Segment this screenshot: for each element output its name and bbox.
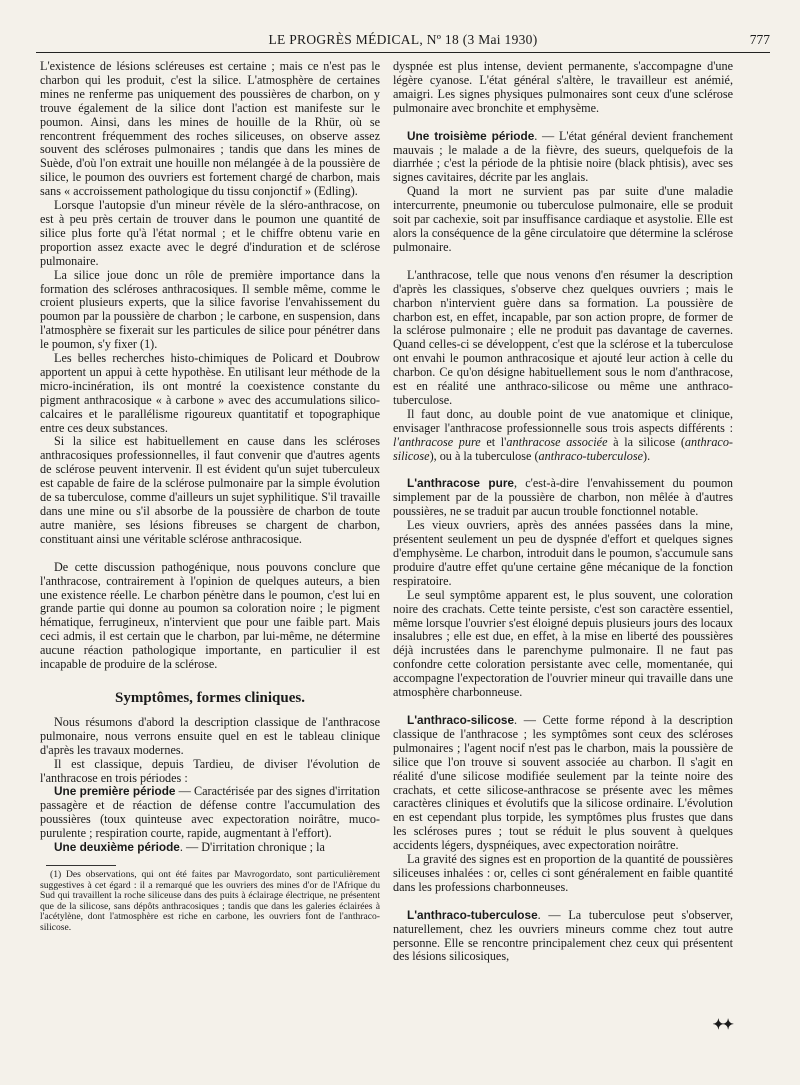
journal-title: LE PROGRÈS MÉDICAL, Nº 18 (3 Mai 1930): [268, 32, 538, 47]
paragraph: Les belles recherches histo-chimiques de Policard et Doubrow apportent un appui à cette hypothèse. En utilisant leur méthode de la micro-incinération, ils ont montré la coexistence constante du pigment anthracosique « à carbone » avec des accumulations silico-calcaires et le parallélisme rigoureux quantitatif et topographique entre ces deux substances.: [40, 351, 380, 435]
footnote: [40, 870, 380, 934]
paragraph: Lorsque l'autopsie d'un mineur révèle de la sléro-anthracose, on est à peu près certain de trouver dans le poumon une quantité de silice plus forte qu'à l'état normal ; et le chiffre obtenu varie en proportion assez exacte avec le degré d'induration et de sclérose pulmonaire.: [40, 198, 380, 268]
paragraph-text: . — Cette forme répond à la description classique de l'anthracose ; les symptômes sont ceux des scléroses pulmonaires ; l'agent nocif n'est pas le charbon, mais la poussière de silice que l'on trouve si souvent associée au charbon. Il s'agit en réalité d'une silicose modifiée seulement par la teinte noire des crachats, et cette silicose-anthracose se présente avec les mêmes caractères cliniques et évolutifs que la silicose ordinaire. L'évolution en est cependant plus torpide, les symptômes plus frustes que dans les scléroses pures ; tout se réduit le plus souvent à quelques accidents légers, dyspnéiques, avec expectoration noirâtre.: [393, 712, 733, 853]
page-number: 777: [749, 32, 770, 47]
paragraph-text: à la silicose (: [607, 434, 685, 449]
paragraph: Nous résumons d'abord la description classique de l'anthracose pulmonaire, nous verrons ensuite quel en est le tableau clinique d'après les travaux modernes.: [40, 714, 380, 757]
run-in-heading: L'anthracose pure: [407, 476, 514, 491]
section-heading: Symptômes, formes cliniques.: [115, 689, 305, 706]
run-in-heading: L'anthraco-silicose: [407, 712, 515, 727]
run-in-heading: Une première période: [54, 784, 176, 799]
run-in-heading: Une deuxième période: [54, 840, 180, 855]
italic-term: anthraco-tuberculose: [538, 448, 644, 463]
paragraph: L'anthracose, telle que nous venons d'en résumer la description d'après les classiques, s'observe chez quelques ouvriers ; mais le charbon n'intervient guère dans sa formation. La poussière de charbon est, en effet, incapable, par son action propre, de former de la sclérose pulmonaire ; elle ne produit pas davantage de cavernes. Quand celles-ci se développent, c'est que la sclérose et la tuberculose ont envahi le poumon anthracosique et ajouté leur action à celle du charbon. Ce qu'on désigne habituellement sous le nom d'anthracose, est en réalité une anthraco-silicose ou même une anthraco-tuberculose.: [393, 267, 733, 407]
paragraph: La gravité des signes est en proportion de la quantité de poussières siliceuses inhalées : or, celles ci sont généralement en faible quantité dans les professions charbonneuses.: [393, 852, 733, 894]
paragraph: De cette discussion pathogénique, nous pouvons conclure que l'anthracose, contrairement à l'opinion de quelques auteurs, a bien une existence réelle. Le charbon pénètre dans le poumon, c'est lui en grande partie qui donne au poumon sa coloration noire ; le pigment hématique, ferrugineux, n'intervient que pour une faible part. Mais ceci admis, il est certain que le charbon, par lui-même, ne détermine aucune réaction pathologique importante, en particulier il est incapable de produire de la sclérose.: [40, 559, 380, 672]
running-header: [36, 30, 770, 53]
paragraph-third-period: [393, 130, 733, 186]
footnote-divider: [46, 865, 116, 866]
continuation-ornament: ✦✦: [712, 1018, 732, 1033]
paragraph: L'existence de lésions scléreuses est certaine ; mais ce n'est pas le charbon qui les produit, c'est la silice. L'atmosphère de certaines mines ne renferme pas uniquement des poussières de charbon, on y trouve également de la silice dont l'action est manifeste sur le poumon. Ainsi, dans les mines de houille de la Rhür, où se rencontrent fréquemment des roches siliceuses, on observe assez souvent des scléroses pulmonaires ; tandis que dans les mines de Suède, d'où l'on extrait une houille non mélangée à de la poussière de silice, le poumon des ouvriers est fortement chargé de charbon, mais sans « accroissement pathologique du tissu conjonctif » (Edling).: [40, 59, 380, 199]
paragraph-anthracose-pure: [393, 477, 733, 519]
paragraph-three-aspects: [393, 408, 733, 464]
paragraph-text: Il faut donc, au double point de vue anatomique et clinique, envisager l'anthracose professionnelle sous trois aspects différents :: [393, 406, 733, 435]
paragraph: dyspnée est plus intense, devient permanente, s'accompagne d'une légère cyanose. L'état général s'altère, le travailleur est anémié, amaigri. Les signes physiques pulmonaires sont ceux d'une sclérose pulmonaire avec bronchite et emphysème.: [393, 59, 733, 115]
paragraph-text: . — La tuberculose peut s'observer, naturellement, chez les ouvriers mineurs comme chez tout autre personne. Elle se rencontre principalement chez ceux qui présentent des lésions silicosiques,: [393, 907, 733, 964]
paragraph-text: . — L'état général devient franchement mauvais ; le malade a de la fièvre, des sueurs, quelquefois de la diarrhée ; c'est la période de la phtisie noire (black phtisis), avec ses signes cavitaires, décrite par les anglais.: [393, 128, 733, 185]
paragraph: Les vieux ouvriers, après des années passées dans la mine, présentent seulement un peu de dyspnée d'effort et quelques signes d'emphysème. Le charbon, introduit dans le poumon, s'accumule sans produire d'autre effet qu'une certaine gêne mécanique de la fonction respiratoire.: [393, 518, 733, 588]
paragraph-text: . — D'irritation chronique ; la: [179, 840, 325, 855]
paragraph-second-period: [40, 841, 380, 855]
footnote-text: (1) Des observations, qui ont été faites par Mavrogordato, sont particulièrement suggestives à cet égard : il a remarqué que les ouvriers des mines d'or de l'Afrique du Sud qui travaillent la roche siliceuse dans des puits à éclairage électrique, ne présentent que de la silicose, sans dépôts anthracosiques ; tandis que dans les galeries éclairées à l'acétylène, dont l'atmosphère est riche en carbone, les ouvriers font de l'anthraco-silicose.: [40, 868, 380, 933]
paragraph-text: et l': [480, 434, 507, 449]
italic-term: anthracose associée: [506, 434, 608, 449]
italic-term: l'anthracose pure: [393, 434, 481, 449]
paragraph-anthraco-silicose: [393, 714, 733, 853]
paragraph-anthraco-tuberculose: [393, 909, 733, 965]
paragraph: Si la silice est habituellement en cause dans les scléroses anthracosiques professionnelles, il faut convenir que d'autres agents de sclérose peuvent intervenir. Il est évident qu'un sujet tuberculeux est capable de faire de la sclérose pulmonaire par la simple évolution de sa tuberculose, comme d'ailleurs un sujet syphilitique. S'il travaille dans une mine ou s'il absorbe de la poussière de charbon de toute autre manière, ses lésions fibreuses se chargent de charbon, constituant ainsi une véritable sclérose anthracosique.: [40, 434, 380, 546]
paragraph: Il est classique, depuis Tardieu, de diviser l'évolution de l'anthracose en trois périodes :: [40, 756, 380, 785]
run-in-heading: L'anthraco-tuberculose: [407, 907, 538, 922]
left-column: [40, 60, 380, 934]
right-column: [393, 60, 733, 964]
paragraph-text: , c'est-à-dire l'envahissement du poumon simplement par de la poussière de charbon, non mêlée à d'autres poussières, ne se traduit par aucun trouble fonctionnel notable.: [393, 476, 734, 519]
paragraph-text: ).: [643, 448, 651, 463]
run-in-heading: Une troisième période: [407, 128, 535, 143]
paragraph-first-period: [40, 785, 380, 841]
paragraph: La silice joue donc un rôle de première importance dans la formation des scléroses anthracosiques. Il semble même, comme le croient plusieurs experts, que la silice favorise l'envahissement du poumon par la poussière de charbon ; le carbone, en suspension, dans l'atmosphère se fixerait sur les particules de silice pour pénétrer dans le poumon, s'y fixer (1).: [40, 267, 380, 352]
italic-term: anthraco-silicose: [393, 434, 733, 463]
paragraph-text: — Caractérisée par des signes d'irritation passagère et de réaction de défense contre l'accumulation des poussières (toux quinteuse avec expectoration noirâtre, muco-purulente ; respiration courte, rapide, augmentant à l'effort).: [40, 784, 380, 841]
paragraph: Quand la mort ne survient pas par suite d'une maladie intercurrente, pneumonie ou tuberculose pulmonaire, elle se produit soit par cachexie, soit par insuffisance cardiaque et asystolie. Elle est alors la conséquence de la gêne circulatoire que détermine la sclérose pulmonaire.: [393, 184, 733, 254]
paragraph: Le seul symptôme apparent est, le plus souvent, une coloration noire des crachats. Cette teinte persiste, c'est son caractère essentiel, même lorsque l'ouvrier s'est éloigné depuis plusieurs jours des locaux insalubres ; elle est due, en effet, à la mise en liberté des poussières déjà incrustées dans le parenchyme pulmonaire. Il ne faut pas confondre cette coloration persistante avec celle, momentanée, qui accompagne l'expectoration de l'ouvrier mineur qui travaille dans une atmosphère charbonneuse.: [393, 587, 733, 700]
paragraph-text: ), ou à la tuberculose (: [429, 448, 539, 463]
